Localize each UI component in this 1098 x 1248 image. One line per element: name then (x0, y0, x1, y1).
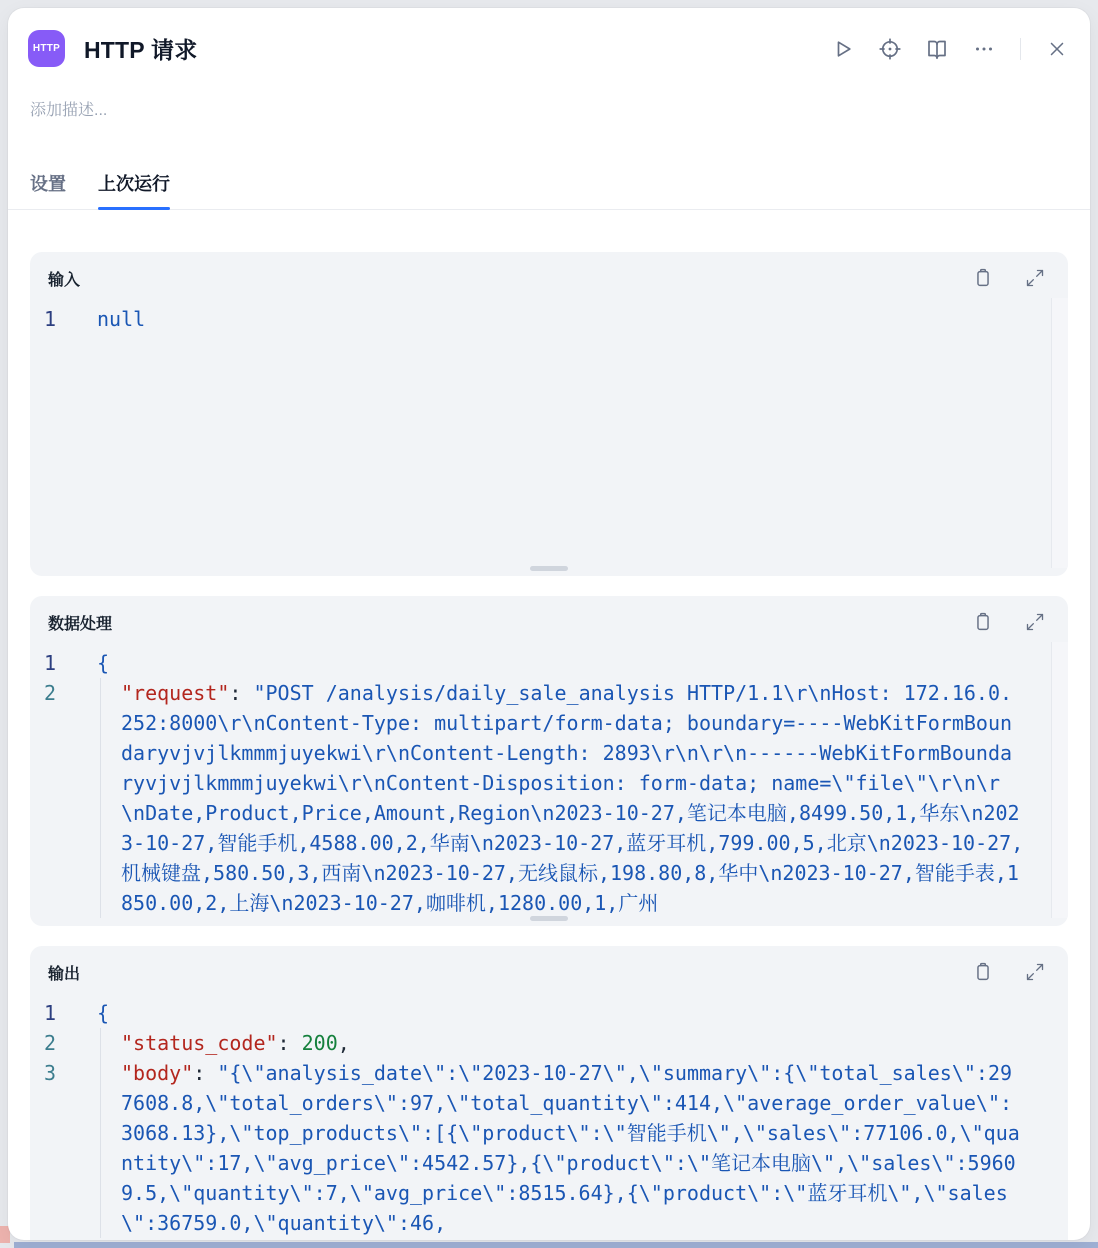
line-number: 1 (44, 651, 57, 675)
more-icon[interactable] (971, 36, 997, 62)
expand-icon[interactable] (1022, 265, 1048, 291)
tab-settings[interactable]: 设置 (30, 174, 66, 194)
node-title: HTTP 请求 (84, 37, 198, 63)
copy-icon[interactable] (970, 959, 996, 985)
line-number: 1 (44, 1001, 57, 1025)
input-code (30, 298, 1068, 334)
copy-icon[interactable] (970, 265, 996, 291)
locate-icon[interactable] (877, 36, 903, 62)
line-number: 1 (44, 307, 57, 331)
code-line (30, 648, 1068, 678)
input-panel-header (30, 252, 1068, 298)
code-line (30, 1028, 1068, 1058)
output-panel-actions (970, 959, 1048, 985)
output-panel (30, 946, 1068, 1240)
http-node-panel (8, 8, 1090, 1240)
process-code (30, 642, 1068, 918)
code-line (30, 1058, 1068, 1238)
process-resize-handle[interactable] (530, 916, 568, 921)
close-icon[interactable] (1044, 36, 1070, 62)
code-text: { (97, 1001, 110, 1025)
output-panel-header (30, 946, 1068, 992)
header-actions (830, 36, 1070, 62)
expand-icon[interactable] (1022, 959, 1048, 985)
http-node-icon-label: HTTP (32, 43, 61, 54)
docs-book-icon[interactable] (924, 36, 950, 62)
code-line (30, 678, 1068, 918)
canvas-edge-strip (14, 1242, 1098, 1248)
copy-icon[interactable] (970, 609, 996, 635)
input-panel-actions (970, 265, 1048, 291)
output-panel-title: 输出 (48, 965, 81, 983)
last-run-content (8, 210, 1090, 1240)
code-text: "status_code": 200, (97, 1028, 1068, 1058)
input-scrollbar[interactable] (1051, 298, 1068, 568)
expand-icon[interactable] (1022, 609, 1048, 635)
code-text: { (97, 651, 110, 675)
input-panel-title: 输入 (48, 271, 81, 289)
header-divider (1020, 38, 1021, 60)
run-icon[interactable] (830, 36, 856, 62)
description-input[interactable]: 添加描述... (30, 102, 108, 119)
process-panel (30, 596, 1068, 926)
code-text: "request": "POST /analysis/daily_sale_analysis HTTP/1.1\r\nHost: 172.16.0.252:8000\r\nContent-Type: multipart/form-data; boundary=----WebKitFormBoundaryvjvjlkmmmjuyekwi\r\nContent-Length: 2893\r\n\r\n------WebKitFormBoundaryvjvjlkmmmjuyekwi\r\nContent-Disposition: form-data; name=\"file\"\r\n\r\nDate,Product,Price,Amount,Region\n2023-10-27,笔记本电脑,8499.50,1,华东\n2023-10-27,智能手机,4588.00,2,华南\n2023-10-27,蓝牙耳机,799.00,5,北京\n2023-10-27,机械键盘,580.50,3,西南\n2023-10-27,无线鼠标,198.80,8,华中\n2023-10-27,智能手表,1850.00,2,上海\n2023-10-27,咖啡机,1280.00,1,广州 (97, 678, 1068, 918)
code-line (30, 998, 1068, 1028)
process-panel-header (30, 596, 1068, 642)
node-header (8, 8, 1090, 67)
input-resize-handle[interactable] (530, 566, 568, 571)
line-number: 2 (44, 681, 57, 705)
process-panel-title: 数据处理 (48, 615, 113, 633)
code-text: "body": "{\"analysis_date\":\"2023-10-27\",\"summary\":{\"total_sales\":297608.8,\"total_orders\":97,\"total_quantity\":414,\"average_order_value\":3068.13},\"top_products\":[{\"product\":\"智能手机\",\"sales\":77106.0,\"quantity\":17,\"avg_price\":4542.57},{\"product\":\"笔记本电脑\",\"sales\":59609.5,\"quantity\":7,\"avg_price\":8515.64},{\"product\":\"蓝牙耳机\",\"sales\":36759.0,\"quantity\":46, (97, 1058, 1068, 1238)
code-line (30, 304, 1068, 334)
http-node-icon (28, 30, 65, 67)
line-number: 3 (44, 1061, 57, 1085)
tab-bar (8, 170, 1090, 210)
tab-last-run[interactable]: 上次运行 (98, 170, 170, 209)
code-text: null (97, 307, 146, 331)
process-panel-actions (970, 609, 1048, 635)
input-panel (30, 252, 1068, 576)
process-scrollbar[interactable] (1051, 642, 1068, 918)
output-code (30, 992, 1068, 1238)
line-number: 2 (44, 1031, 57, 1055)
